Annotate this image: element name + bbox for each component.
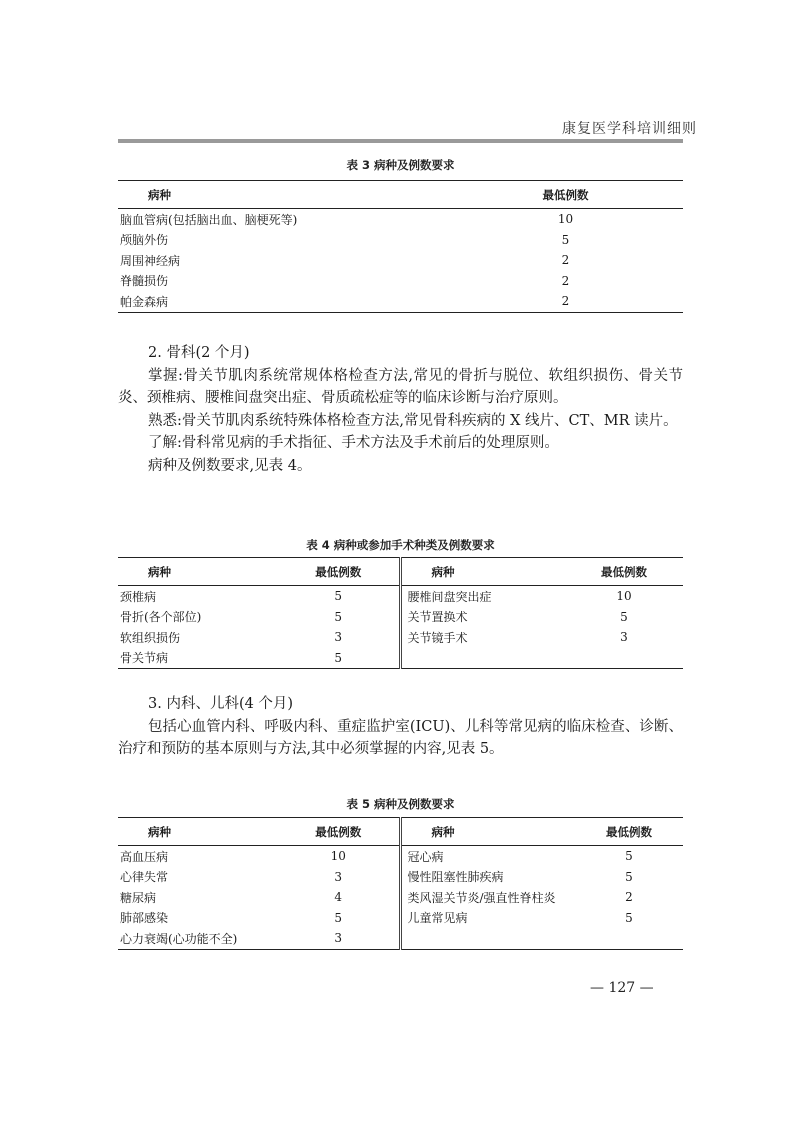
table4-col-name: 病种 <box>148 564 171 579</box>
min-count: 5 <box>561 232 570 247</box>
table-row <box>118 928 683 949</box>
min-count: 3 <box>334 869 343 884</box>
table-row <box>118 271 683 292</box>
table5 <box>118 817 683 950</box>
disease-name: 颈椎病 <box>120 589 157 604</box>
min-count: 2 <box>561 273 570 288</box>
table-row <box>118 250 683 271</box>
min-count: 2 <box>625 890 633 905</box>
disease-name: 心律失常 <box>120 870 169 885</box>
table-row <box>118 586 683 607</box>
disease-name: 慢性阻塞性肺疾病 <box>400 867 575 888</box>
table3-header-row <box>118 181 683 209</box>
empty-cell <box>400 648 565 669</box>
section3-heading: 3. 内科、儿科(4 个月) <box>148 696 294 712</box>
table4-col-min: 最低例数 <box>315 564 362 579</box>
table-row <box>118 867 683 888</box>
table3 <box>118 180 683 313</box>
table-row <box>118 230 683 251</box>
disease-name: 冠心病 <box>400 846 575 867</box>
table4-caption: 表 4 病种或参加手术种类及例数要求 <box>306 538 495 552</box>
table4-col-min-right: 最低例数 <box>601 564 647 579</box>
disease-name: 骨折(各个部位) <box>120 610 202 625</box>
table5-col-min: 最低例数 <box>315 824 362 839</box>
table5-col-name: 病种 <box>148 824 171 839</box>
disease-name: 关节置换术 <box>400 607 565 628</box>
disease-name: 帕金森病 <box>120 294 169 309</box>
disease-name: 糖尿病 <box>120 890 157 905</box>
min-count: 5 <box>625 910 633 925</box>
table5-col-min-right: 最低例数 <box>606 824 652 839</box>
table-row <box>118 887 683 908</box>
disease-name: 类风湿关节炎/强直性脊柱炎 <box>400 887 575 908</box>
table5-header-row <box>118 818 683 846</box>
table3-caption: 表 3 病种及例数要求 <box>346 158 455 172</box>
section2-paragraph: 掌握:骨关节肌肉系统常规体格检查方法,常见的骨折与脱位、软组织损伤、骨关节炎、颈椎病、腰椎间盘突出症、骨质疏松症等的临床诊断与治疗原则。 <box>118 367 683 406</box>
table4-header-row <box>118 558 683 586</box>
table-row <box>118 846 683 867</box>
running-title: 康复医学科培训细则 <box>562 121 697 137</box>
table4-col-name-right: 病种 <box>400 558 565 586</box>
section3-paragraph: 包括心血管内科、呼吸内科、重症监护室(ICU)、儿科等常见病的临床检查、诊断、治疗和预防的基本原则与方法,其中必须掌握的内容,见表 5。 <box>118 718 683 757</box>
min-count: 3 <box>334 931 343 946</box>
min-count: 5 <box>625 869 633 884</box>
min-count: 2 <box>561 294 570 309</box>
section3-body <box>118 693 683 761</box>
min-count: 5 <box>334 650 343 665</box>
table3-col-min: 最低例数 <box>542 187 589 202</box>
disease-name: 关节镜手术 <box>400 627 565 648</box>
disease-name: 儿童常见病 <box>400 908 575 929</box>
header-rule <box>118 139 683 143</box>
table4 <box>118 557 683 669</box>
min-count: 5 <box>625 849 633 864</box>
disease-name: 腰椎间盘突出症 <box>400 586 565 607</box>
table-row <box>118 607 683 628</box>
table5-col-name-right: 病种 <box>400 818 575 846</box>
min-count: 10 <box>330 849 346 864</box>
disease-name: 颅脑外伤 <box>120 233 169 248</box>
disease-name: 周围神经病 <box>120 253 181 268</box>
min-count: 4 <box>334 890 343 905</box>
table5-caption: 表 5 病种及例数要求 <box>346 797 455 811</box>
disease-name: 骨关节病 <box>120 651 169 666</box>
section2-paragraph: 熟悉:骨关节肌肉系统特殊体格检查方法,常见骨科疾病的 X 线片、CT、MR 读片。 <box>148 412 678 429</box>
table-row <box>118 908 683 929</box>
section2-heading: 2. 骨科(2 个月) <box>148 345 250 361</box>
section2-paragraph: 了解:骨科常见病的手术指征、手术方法及手术前后的处理原则。 <box>148 435 559 451</box>
disease-name: 高血压病 <box>120 849 169 864</box>
min-count: 5 <box>334 589 343 604</box>
table-row <box>118 209 683 230</box>
min-count: 5 <box>620 609 628 624</box>
disease-name: 脊髓损伤 <box>120 274 169 289</box>
table3-col-name: 病种 <box>148 187 171 202</box>
min-count: 3 <box>620 630 628 645</box>
page-number: — 127 — <box>590 980 654 996</box>
section2-body <box>118 342 683 477</box>
min-count: 2 <box>561 253 570 268</box>
min-count: 5 <box>334 609 343 624</box>
min-count: 3 <box>334 630 343 645</box>
table-row <box>118 291 683 312</box>
disease-name: 软组织损伤 <box>120 630 181 645</box>
min-count: 5 <box>334 910 343 925</box>
min-count: 10 <box>557 212 574 227</box>
table-row <box>118 627 683 648</box>
disease-name: 脑血管病(包括脑出血、脑梗死等) <box>120 212 298 227</box>
section2-paragraph: 病种及例数要求,见表 4。 <box>148 457 312 474</box>
disease-name: 肺部感染 <box>120 911 169 926</box>
empty-cell <box>400 928 575 949</box>
disease-name: 心力衰竭(心功能不全) <box>120 931 238 946</box>
empty-cell <box>575 928 683 949</box>
min-count: 10 <box>616 589 632 604</box>
empty-cell <box>565 648 683 669</box>
table-row <box>118 648 683 669</box>
